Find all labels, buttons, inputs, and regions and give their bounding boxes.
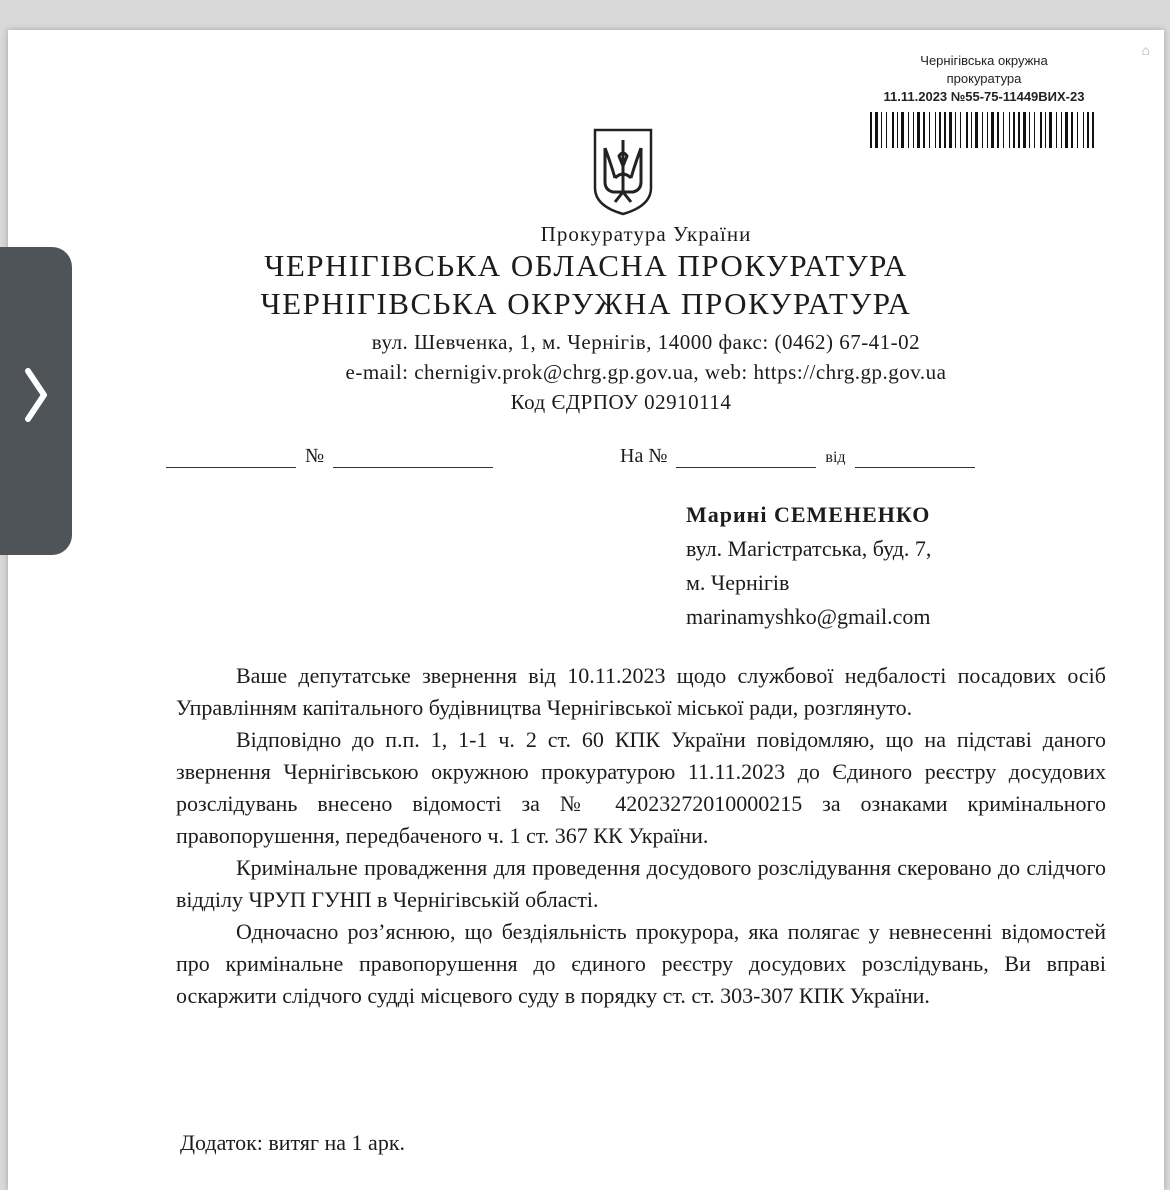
barcode-bar (991, 112, 994, 148)
barcode-bar (1034, 112, 1035, 148)
barcode-bar (966, 112, 968, 148)
office-contacts: e-mail: chernigiv.prok@chrg.gp.gov.ua, web: https://chrg.gp.gov.ua (345, 360, 947, 384)
barcode-bar (1023, 112, 1026, 148)
barcode-bar (1009, 112, 1010, 148)
barcode-bar (917, 112, 920, 148)
recipient-email: marinamyshko@gmail.com (686, 604, 931, 629)
number-label: № (305, 445, 325, 467)
from-label: від (825, 449, 846, 466)
on-number-label: На № (620, 445, 668, 467)
stamp-line-1: Чернігівська окружна (920, 53, 1048, 68)
document-page (8, 30, 1164, 1190)
barcode-bar (875, 112, 878, 148)
barcode-bar (870, 112, 872, 148)
stamp-line-2: прокуратура (946, 71, 1022, 86)
letter-body (176, 660, 1106, 1012)
barcode-bar (975, 112, 978, 148)
paragraph-4: Одночасно роз’яснюю, що бездіяльність прокурора, яка полягає у невнесенні відомостей про кримінальне правопорушення до єдиного реєстру досудових розслідувань, Ви вправі оскаржити слідчого судді місцевого суду в порядку ст. ст. 303-307 КПК України. (176, 919, 1106, 1008)
outgoing-ref (162, 445, 497, 468)
stamp-number: 11.11.2023 №55-75-11449ВИХ-23 (883, 89, 1085, 104)
barcode-bar (1071, 112, 1073, 148)
barcode-bar (982, 112, 983, 148)
office-code: Код ЄДРПОУ 02910114 (510, 390, 732, 414)
barcode-bar (913, 112, 914, 148)
barcode-bar (1049, 112, 1052, 148)
barcode-bar (1077, 112, 1078, 148)
barcode-bar (1092, 112, 1094, 148)
title-regional: ЧЕРНІГІВСЬКА ОБЛАСНА ПРОКУРАТУРА (264, 248, 908, 283)
paragraph-2: Відповідно до п.п. 1, 1-1 ч. 2 ст. 60 КПК України повідомляю, що на підставі даного звернення Чернігівською окружною прокуратурою 11.11.2023 до Єдиного реєстру досудових розслідувань внесено відомості за № 42023272010000215 за ознаками кримінального правопорушення, передбаченого ч. 1 ст. 367 КК України. (176, 727, 1106, 848)
registration-stamp (854, 52, 1114, 148)
barcode-bar (881, 112, 882, 148)
barcode-bar (901, 112, 904, 148)
barcode-bar (971, 112, 972, 148)
agency-name: Прокуратура України (540, 222, 752, 246)
chevron-right-icon (22, 365, 50, 425)
barcode-bar (1083, 112, 1084, 148)
barcode-bar (1018, 112, 1020, 148)
recipient-block (686, 498, 931, 634)
barcode-bar (923, 112, 925, 148)
barcode-bar (1056, 112, 1057, 148)
barcode-bar (997, 112, 999, 148)
next-page-button[interactable] (0, 247, 72, 555)
incoming-ref (620, 445, 979, 468)
attachment-note: Додаток: витяг на 1 арк. (180, 1130, 406, 1155)
title-district: ЧЕРНІГІВСЬКА ОКРУЖНА ПРОКУРАТУРА (260, 286, 912, 321)
barcode-bar (935, 112, 936, 148)
barcode-bar (987, 112, 988, 148)
barcode-bar (897, 112, 898, 148)
office-address: вул. Шевченка, 1, м. Чернігів, 14000 факс: (0462) 67-41-02 (371, 330, 921, 354)
page-corner-icon: ⌂ (1141, 44, 1150, 59)
number-blank (333, 451, 493, 468)
barcode-bar (960, 112, 961, 148)
paragraph-3: Кримінальне провадження для проведення досудового розслідування скеровано до слідчого відділу ЧРУП ГУНП в Чернігівській області. (176, 855, 1106, 912)
barcode-bar (892, 112, 894, 148)
paragraph-1: Ваше депутатське звернення від 10.11.2023 щодо службової недбалості посадових осіб Управлінням капітального будівництва Чернігівської міської ради, розглянуто. (176, 663, 1106, 720)
barcode-icon (870, 112, 1098, 148)
barcode-bar (1040, 112, 1042, 148)
recipient-street: вул. Магістратська, буд. 7, (686, 536, 932, 561)
barcode-bar (955, 112, 956, 148)
trident-emblem-icon (591, 126, 655, 216)
barcode-bar (908, 112, 909, 148)
barcode-bar (1013, 112, 1015, 148)
barcode-bar (1087, 112, 1089, 148)
barcode-bar (1061, 112, 1062, 148)
barcode-bar (1003, 112, 1004, 148)
barcode-bar (1045, 112, 1046, 148)
from-blank (855, 451, 975, 468)
on-number-blank (676, 451, 816, 468)
barcode-bar (939, 112, 941, 148)
barcode-bar (949, 112, 952, 148)
barcode-bar (929, 112, 930, 148)
date-blank (166, 451, 296, 468)
barcode-bar (1029, 112, 1030, 148)
recipient-city: м. Чернігів (686, 570, 790, 595)
barcode-bar (1065, 112, 1068, 148)
barcode-bar (886, 112, 887, 148)
barcode-bar (944, 112, 946, 148)
recipient-name: Марині СЕМЕНЕНКО (686, 502, 931, 527)
